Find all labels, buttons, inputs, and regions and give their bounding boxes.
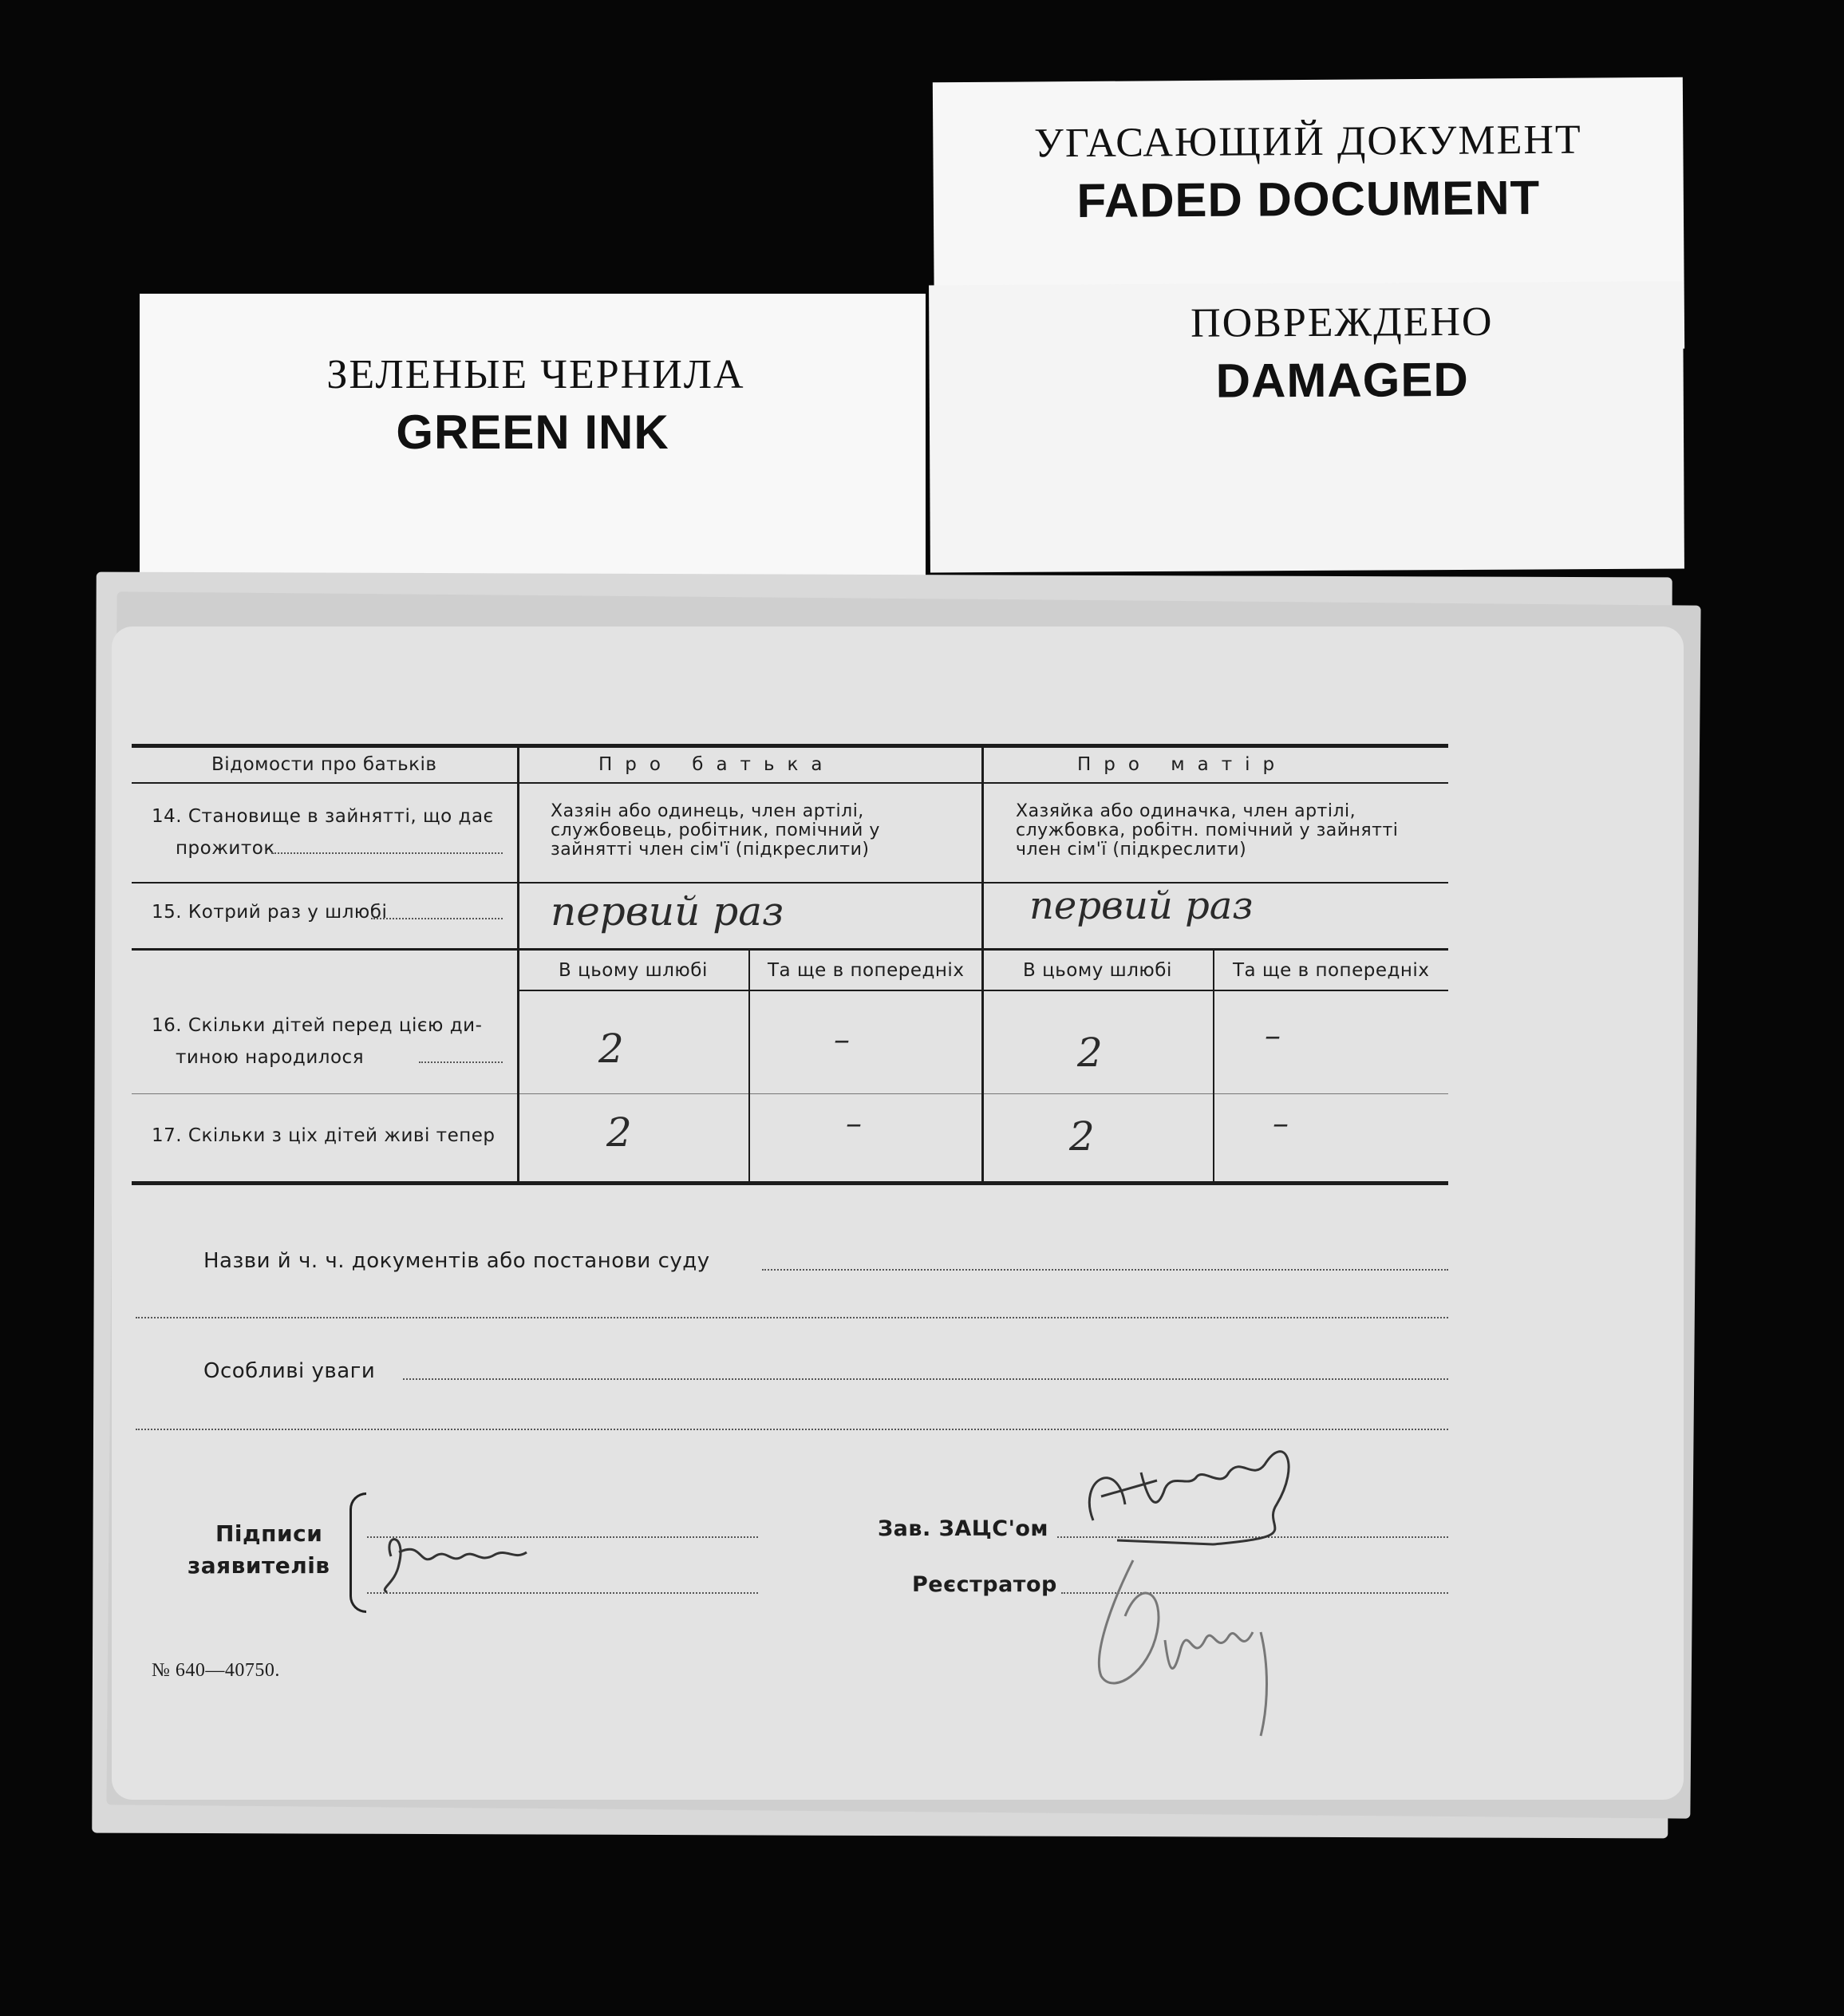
remarks-line (403, 1378, 1448, 1380)
header-parents-info: Відомости про батьків (211, 754, 437, 775)
subheader-father-this-marriage: В цьому шлюбі (559, 960, 708, 981)
table-line (132, 948, 1448, 951)
documents-line-2 (136, 1317, 1448, 1318)
applicants-bracket (349, 1492, 366, 1613)
subheader-father-previous: Та ще в попередніх (768, 960, 965, 981)
row17-father-previous: – (846, 1105, 862, 1142)
remarks-label: Особливі уваги (203, 1359, 376, 1383)
table-line (132, 1093, 1448, 1094)
damaged-label-en: DAMAGED (1215, 352, 1469, 408)
row15-dot-leader (371, 918, 503, 919)
row16-label-line1: 16. Скільки дітей перед цією ди- (152, 1015, 483, 1036)
applicants-signature-label-2: заявителів (188, 1552, 330, 1579)
green-ink-label-en: GREEN INK (396, 405, 669, 459)
row16-label-line2: тиною народилося (176, 1047, 365, 1068)
applicants-signature-label-1: Підписи (215, 1520, 323, 1547)
row17-mother-this: 2 (1069, 1113, 1095, 1160)
table-col-line (517, 746, 519, 1184)
registrar-signature (1077, 1544, 1333, 1744)
row16-father-this: 2 (598, 1026, 624, 1072)
remarks-line-2 (136, 1429, 1448, 1430)
subheader-mother-this-marriage: В цьому шлюбі (1023, 960, 1172, 981)
documents-line (762, 1269, 1448, 1271)
table-line (132, 782, 1448, 784)
damaged-label (929, 282, 1684, 573)
row16-mother-this: 2 (1077, 1030, 1103, 1076)
row17-father-this: 2 (606, 1109, 632, 1156)
row17-label: 17. Скільки з ціх дітей живі тепер (152, 1125, 496, 1146)
row16-dot-leader (419, 1061, 503, 1063)
documents-label: Назви й ч. ч. документів або постанови суду (203, 1249, 710, 1273)
head-signature (1069, 1433, 1325, 1552)
applicant-signature (375, 1524, 535, 1596)
table-col-line (748, 950, 750, 1184)
head-of-office-label: Зав. ЗАЦС'ом (878, 1516, 1048, 1541)
green-ink-label (140, 294, 926, 581)
table-bottom-rule (132, 1181, 1448, 1185)
registrar-label: Реєстратор (912, 1572, 1057, 1597)
form-number: № 640—40750. (152, 1660, 280, 1681)
row15-mother-value: первий раз (1029, 883, 1254, 928)
subheader-mother-previous: Та ще в попередніх (1233, 960, 1430, 981)
row14-label-line2: прожиток (176, 838, 275, 859)
table-col-line (981, 746, 984, 1184)
header-mother: Про матір (1077, 754, 1288, 775)
table-top-rule (132, 744, 1448, 748)
row15-father-value: первий раз (551, 888, 784, 935)
row14-label-line1: 14. Становище в зайнятті, що дає (152, 806, 494, 827)
row16-father-previous: – (834, 1022, 850, 1058)
row14-mother-options: Хазяйка або одиначка, член артілі, службовка, робітн. помічний у зайнятті член сім'ї (підкреслити) (1016, 801, 1399, 860)
faded-label-en: FADED DOCUMENT (1076, 170, 1541, 228)
row14-father-options: Хазяін або одинець, член артілі, службовець, робітник, помічний у зайнятті член сім'ї (підкреслити) (551, 801, 880, 860)
faded-label-ru: УГАСАЮЩИЙ ДОКУМЕНТ (1033, 117, 1582, 167)
green-ink-label-ru: ЗЕЛЕНЫЕ ЧЕРНИЛА (326, 352, 745, 397)
row16-mother-previous: – (1265, 1018, 1281, 1054)
civil-registry-form (112, 627, 1684, 1800)
row17-mother-previous: – (1273, 1105, 1289, 1142)
damaged-label-ru: ПОВРЕЖДЕНО (1190, 298, 1494, 346)
header-father: Про батька (598, 754, 835, 775)
row15-label: 15. Котрий раз у шлюбі (152, 902, 388, 923)
table-col-line (1213, 950, 1214, 1184)
row14-dot-leader (271, 852, 503, 854)
